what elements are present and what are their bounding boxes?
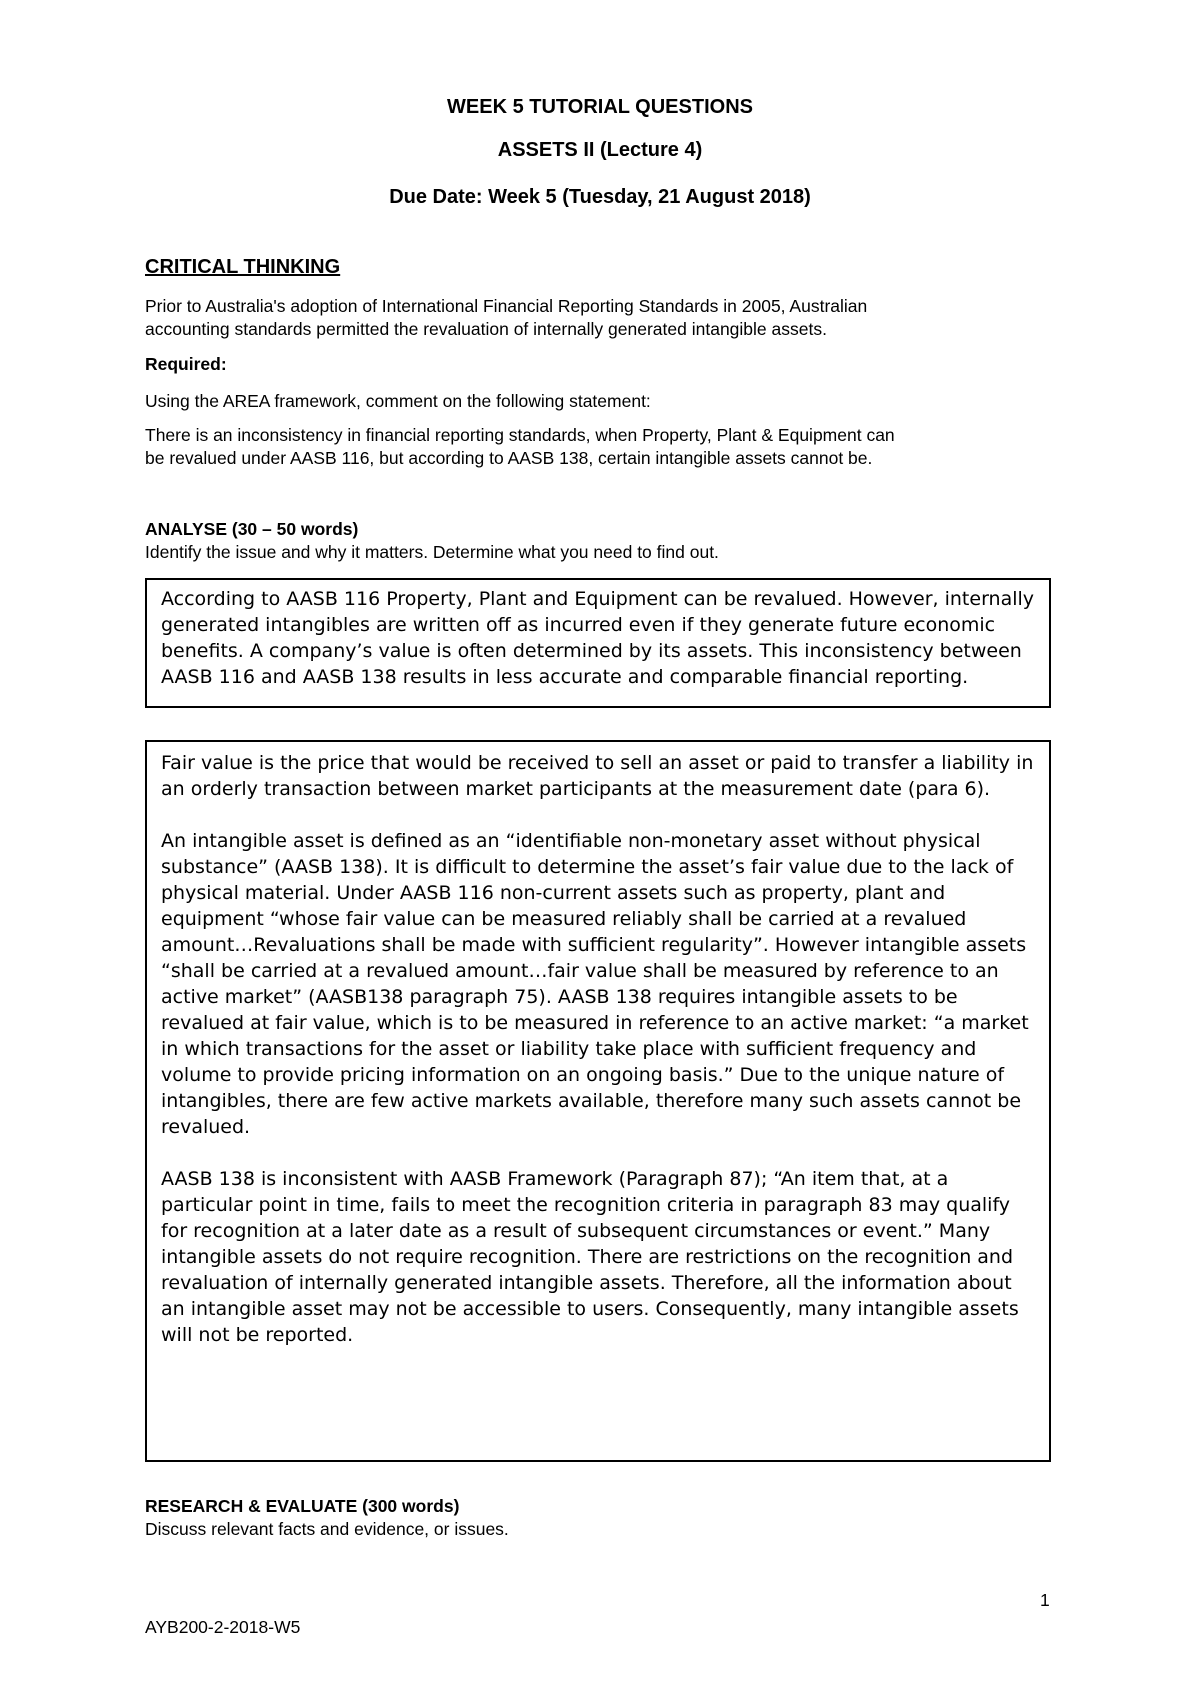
analyse-description: Identify the issue and why it matters. Determine what you need to find out. bbox=[145, 542, 719, 562]
required-label: Required: bbox=[145, 354, 227, 374]
statement-line-2: be revalued under AASB 116, but according to AASB 138, certain intangible assets cannot be. bbox=[145, 448, 873, 468]
analyse-heading: ANALYSE (30 – 50 words) bbox=[145, 519, 359, 539]
statement-line-1: There is an inconsistency in financial reporting standards, when Property, Plant & Equipment can bbox=[145, 425, 895, 445]
research-evaluate-description: Discuss relevant facts and evidence, or issues. bbox=[145, 1519, 509, 1539]
instruction-text: Using the AREA framework, comment on the following statement: bbox=[145, 391, 651, 411]
due-date: Due Date: Week 5 (Tuesday, 21 August 2018) bbox=[389, 186, 811, 208]
analyse-answer-text: According to AASB 116 Property, Plant and Equipment can be revalued. However, internally generated intangibles are written off as incurred even if they generate future economic benefits. A company’s value is often determined by its assets. This inconsistency between AASB 116 and AASB 138 results in less accurate and comparable financial reporting. bbox=[161, 588, 1035, 688]
critical-thinking-heading: CRITICAL THINKING bbox=[145, 256, 341, 278]
intro-paragraph bbox=[145, 295, 1035, 341]
document-title: WEEK 5 TUTORIAL QUESTIONS bbox=[447, 96, 753, 118]
document-code: AYB200-2-2018-W5 bbox=[145, 1617, 301, 1637]
research-answer-box[interactable] bbox=[145, 740, 1051, 1462]
statement-paragraph bbox=[145, 424, 1035, 470]
answer-paragraph-2: An intangible asset is defined as an “identifiable non-monetary asset without physical substance” (AASB 138). It is difficult to determine the asset’s fair value due to the lack of physical material. Under AASB 116 non-current assets such as property, plant and equipment “whose fair value can be measured reliably shall be carried at a revalued amount…Revaluations shall be made with sufficient regularity”. However intangible assets “shall be carried at a revalued amount…fair value shall be measured by reference to an active market” (AASB138 paragraph 75). AASB 138 requires intangible assets to be revalued at fair value, which is to be measured in reference to an active market: “a market in which transactions for the asset or liability take place with sufficient frequency and volume to provide pricing information on an ongoing basis.” Due to the unique nature of intangibles, there are few active markets available, therefore many such assets cannot be revalued. bbox=[161, 830, 1029, 1138]
intro-line-2: accounting standards permitted the revaluation of internally generated intangible assets. bbox=[145, 319, 827, 339]
page-number: 1 bbox=[1040, 1590, 1050, 1610]
research-evaluate-heading: RESEARCH & EVALUATE (300 words) bbox=[145, 1496, 460, 1516]
answer-paragraph-1: Fair value is the price that would be received to sell an asset or paid to transfer a liability in an orderly transaction between market participants at the measurement date (para 6). bbox=[161, 752, 1034, 800]
answer-paragraph-3: AASB 138 is inconsistent with AASB Framework (Paragraph 87); “An item that, at a particular point in time, fails to meet the recognition criteria in paragraph 83 may qualify for recognition at a later date as a result of subsequent circumstances or event.” Many intangible assets do not require recognition. There are restrictions on the recognition and revaluation of internally generated intangible assets. Therefore, all the information about an intangible asset may not be accessible to users. Consequently, many intangible assets will not be reported. bbox=[161, 1168, 1019, 1346]
analyse-answer-box[interactable] bbox=[145, 578, 1051, 708]
intro-line-1: Prior to Australia's adoption of International Financial Reporting Standards in 2005, Australian bbox=[145, 296, 868, 316]
document-subtitle: ASSETS II (Lecture 4) bbox=[497, 139, 703, 161]
